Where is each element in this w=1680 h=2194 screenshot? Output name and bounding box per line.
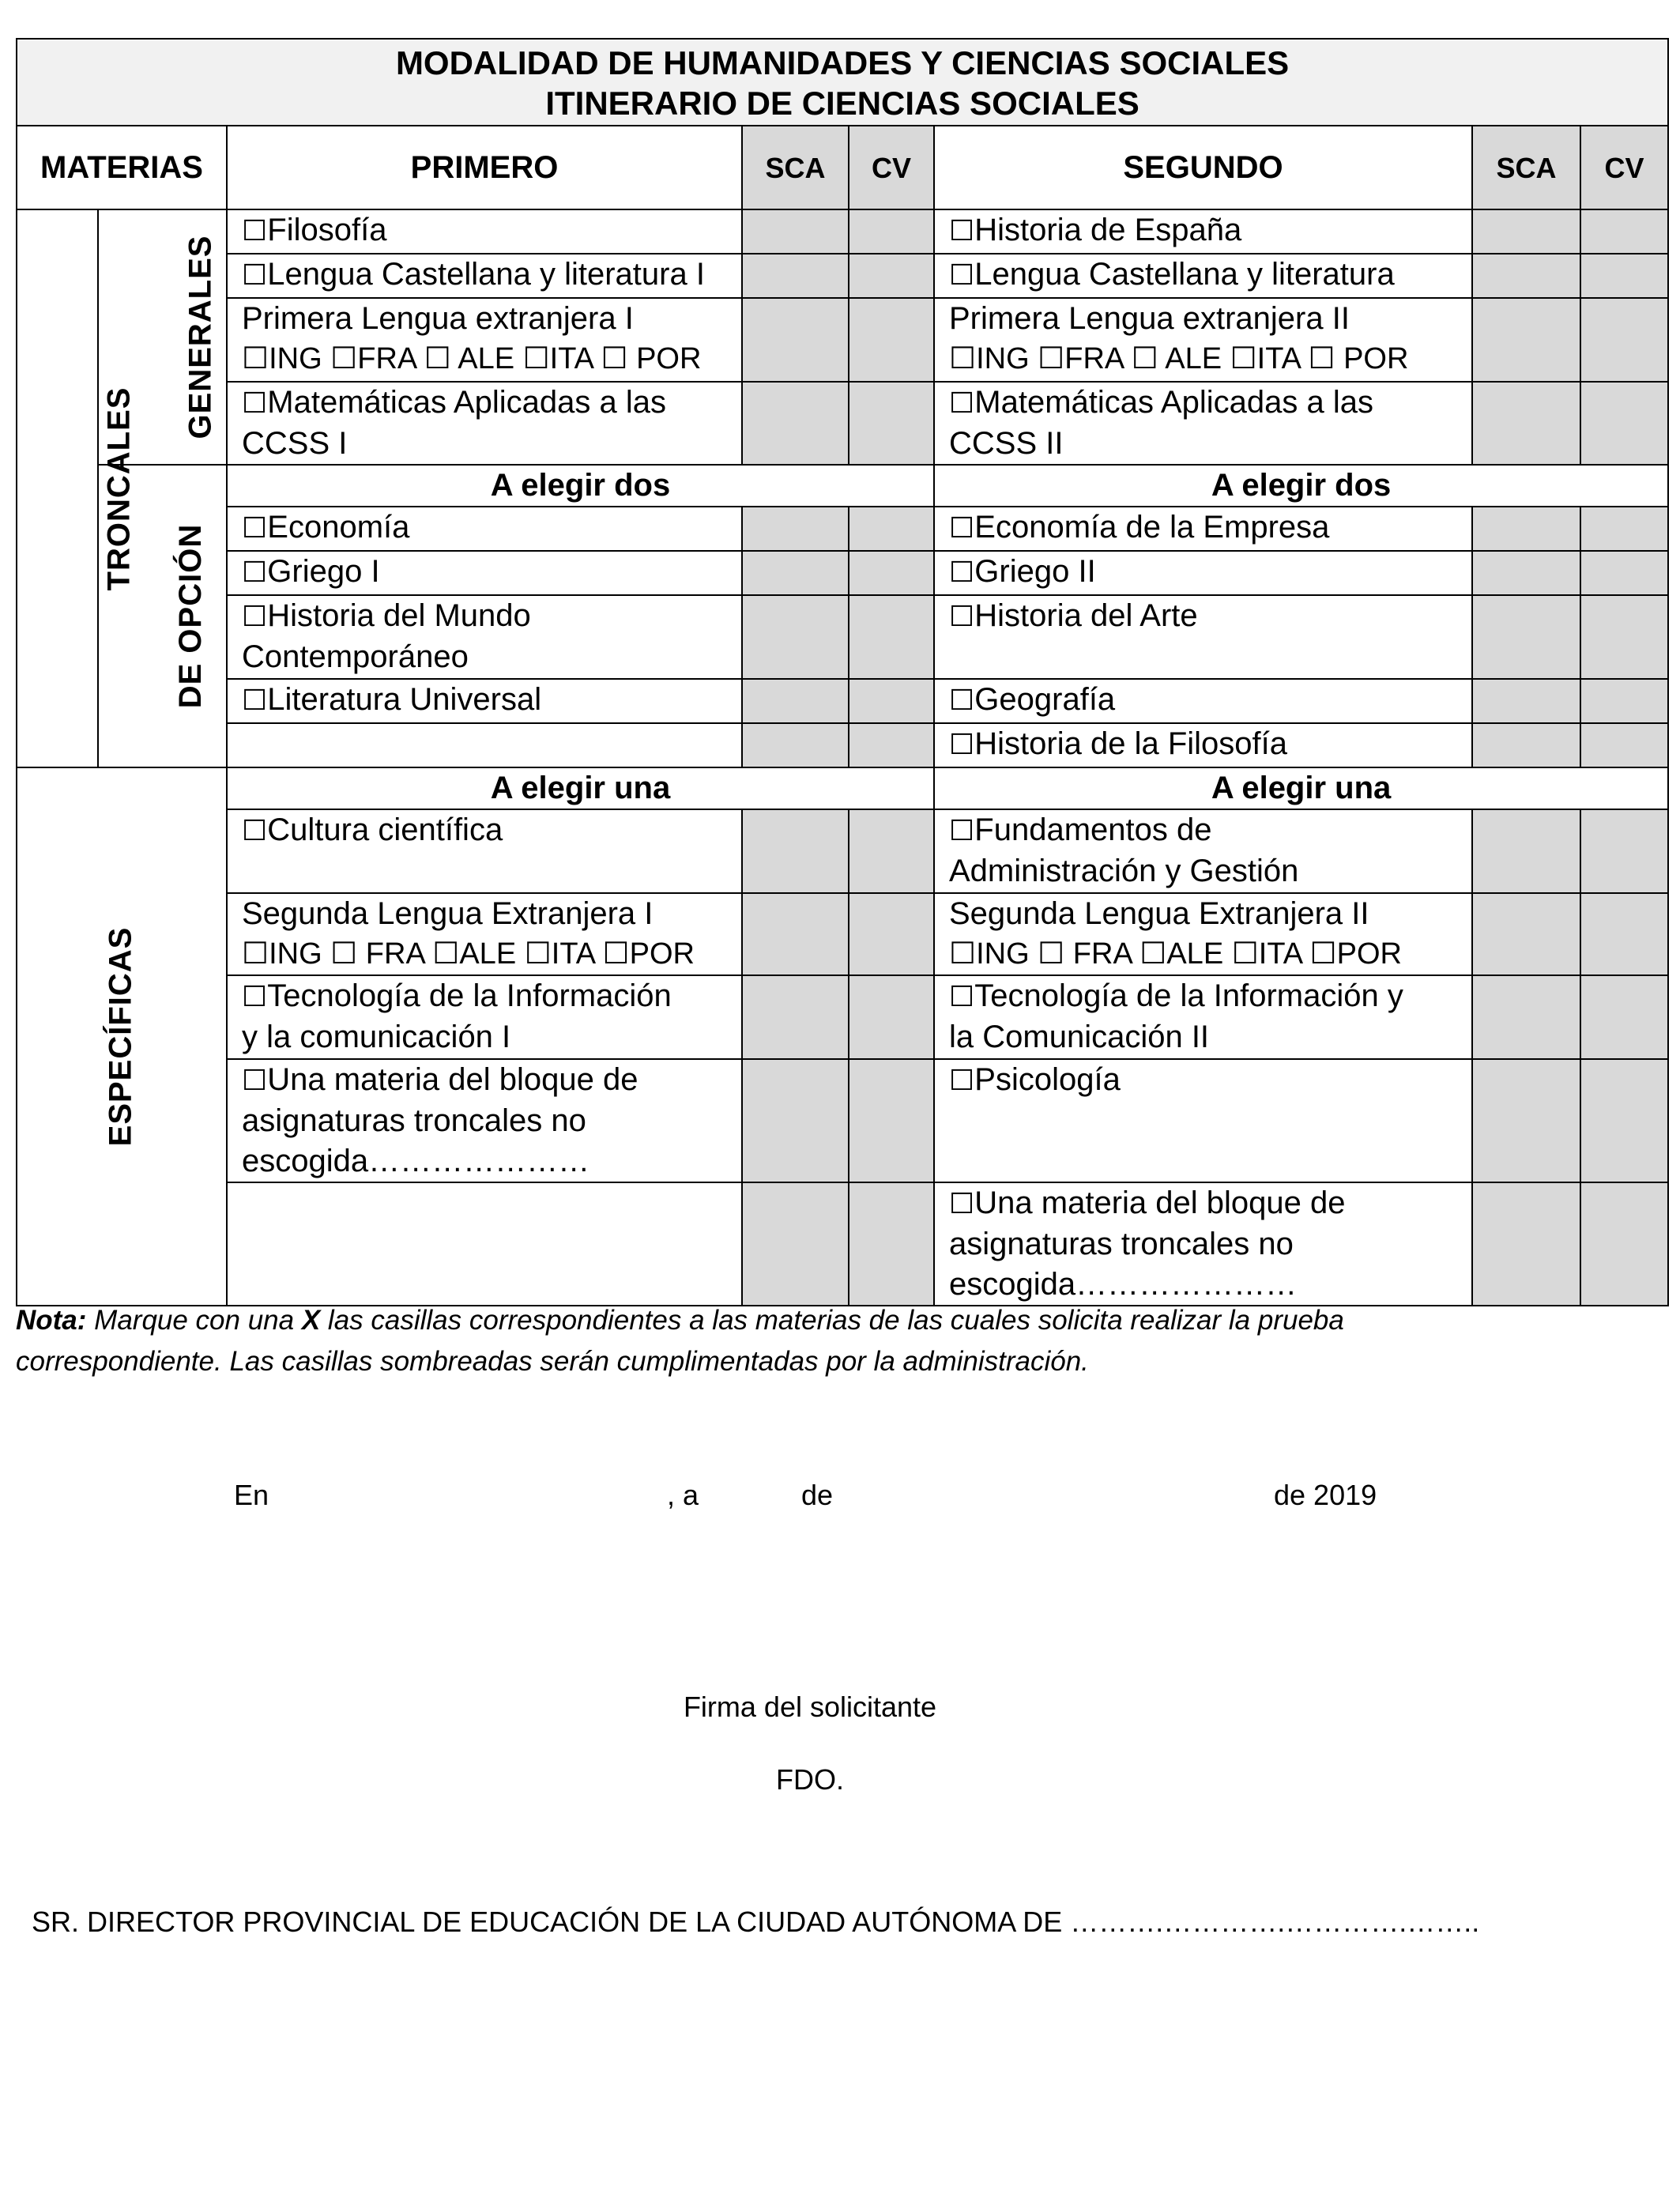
cv-cell bbox=[849, 1059, 934, 1182]
recipient-line: SR. DIRECTOR PROVINCIAL DE EDUCACIÓN DE LA CIUDAD AUTÓNOMA DE ……….………….………….…….. bbox=[32, 1906, 1480, 1938]
sca-cell bbox=[742, 254, 849, 298]
sca-cell bbox=[1472, 893, 1580, 975]
checkbox-icon[interactable]: ☐ bbox=[949, 1065, 975, 1097]
note-paragraph: Nota: Marque con una X las casillas correspondientes a las materias de las cuales solicita realizar la prueba correspondiente. Las casillas sombreadas serán cumplimentadas por la administración. bbox=[16, 1305, 1344, 1377]
subject-fundamentos-administracion[interactable]: ☐Fundamentos de Administración y Gestión bbox=[934, 809, 1472, 893]
cv-cell bbox=[849, 975, 934, 1059]
sca-cell bbox=[1472, 254, 1580, 298]
cv-cell bbox=[1580, 893, 1668, 975]
choose-one-label-1: A elegir una bbox=[227, 767, 934, 809]
label-de: de bbox=[801, 1479, 834, 1511]
group-troncales: TRONCALES bbox=[17, 209, 98, 767]
subject-lengua-2[interactable]: ☐Lengua Castellana y literatura bbox=[934, 254, 1472, 298]
col-sca-1: SCA bbox=[742, 126, 849, 209]
cv-cell bbox=[1580, 723, 1668, 767]
subject-psicologia[interactable]: ☐Psicología bbox=[934, 1059, 1472, 1182]
checkbox-icon[interactable]: ☐ bbox=[949, 556, 975, 589]
sca-cell bbox=[1472, 975, 1580, 1059]
subject-lengua-1[interactable]: ☐Lengua Castellana y literatura I bbox=[227, 254, 742, 298]
cv-cell bbox=[1580, 551, 1668, 595]
subject-historia-mundo[interactable]: ☐Historia del Mundo Contemporáneo bbox=[227, 595, 742, 679]
cv-cell bbox=[1580, 975, 1668, 1059]
cv-cell bbox=[849, 679, 934, 723]
checkbox-icon[interactable]: ☐ bbox=[949, 981, 975, 1013]
sca-cell bbox=[742, 679, 849, 723]
checkbox-icon[interactable]: ☐ bbox=[949, 601, 975, 633]
checkbox-icon[interactable]: ☐ bbox=[949, 729, 975, 761]
col-sca-2: SCA bbox=[1472, 126, 1580, 209]
cv-cell bbox=[849, 507, 934, 551]
subject-materia-troncal-2[interactable]: ☐Una materia del bloque de asignaturas troncales no escogida………………… bbox=[934, 1182, 1472, 1306]
sca-cell bbox=[1472, 723, 1580, 767]
cv-cell bbox=[1580, 298, 1668, 382]
checkbox-icon[interactable]: ☐ bbox=[242, 1065, 268, 1097]
subject-filosofia[interactable]: ☐Filosofía bbox=[227, 209, 742, 254]
title-itinerario: ITINERARIO DE CIENCIAS SOCIALES bbox=[545, 85, 1139, 122]
subject-primera-lengua-1[interactable]: Primera Lengua extranjera I ☐ING ☐FRA ☐ ALE ☐ITA ☐ POR bbox=[227, 298, 742, 382]
group-especificas: ESPECÍFICAS bbox=[17, 767, 227, 1306]
checkbox-icon[interactable]: ☐ bbox=[242, 215, 268, 247]
subject-tic-2[interactable]: ☐Tecnología de la Información y la Comunicación II bbox=[934, 975, 1472, 1059]
checkbox-icon[interactable]: ☐ bbox=[242, 815, 268, 847]
note-label: Nota: bbox=[16, 1305, 87, 1336]
sca-cell bbox=[742, 809, 849, 893]
subject-primera-lengua-2[interactable]: Primera Lengua extranjera II ☐ING ☐FRA ☐ ALE ☐ITA ☐ POR bbox=[934, 298, 1472, 382]
cv-cell bbox=[849, 595, 934, 679]
sca-cell bbox=[1472, 1182, 1580, 1306]
cv-cell bbox=[849, 723, 934, 767]
title-modalidad: MODALIDAD DE HUMANIDADES Y CIENCIAS SOCIALES bbox=[395, 44, 1290, 81]
checkbox-icon[interactable]: ☐ bbox=[242, 512, 268, 545]
subject-matematicas-2[interactable]: ☐Matemáticas Aplicadas a las CCSS II bbox=[934, 382, 1472, 465]
checkbox-icon[interactable]: ☐ bbox=[949, 259, 975, 292]
sca-cell bbox=[742, 507, 849, 551]
sca-cell bbox=[742, 209, 849, 254]
sca-cell bbox=[742, 382, 849, 465]
label-de-2019: de 2019 bbox=[1274, 1479, 1377, 1511]
subject-literatura-universal[interactable]: ☐Literatura Universal bbox=[227, 679, 742, 723]
language-options[interactable]: ☐ING ☐ FRA ☐ALE ☐ITA ☐POR bbox=[949, 937, 1402, 971]
subject-segunda-lengua-2[interactable]: Segunda Lengua Extranjera II ☐ING ☐ FRA ☐ALE ☐ITA ☐POR bbox=[934, 893, 1472, 975]
language-options[interactable]: ☐ING ☐FRA ☐ ALE ☐ITA ☐ POR bbox=[949, 342, 1409, 375]
col-segundo: SEGUNDO bbox=[934, 126, 1472, 209]
col-cv-2: CV bbox=[1580, 126, 1668, 209]
checkbox-icon[interactable]: ☐ bbox=[949, 815, 975, 847]
checkbox-icon[interactable]: ☐ bbox=[242, 601, 268, 633]
sca-cell bbox=[1472, 679, 1580, 723]
checkbox-icon[interactable]: ☐ bbox=[949, 387, 975, 420]
cv-cell bbox=[849, 298, 934, 382]
group-de-opcion: DE OPCIÓN bbox=[98, 465, 227, 767]
empty-cell bbox=[227, 1182, 742, 1306]
sca-cell bbox=[1472, 551, 1580, 595]
form-title bbox=[17, 39, 1668, 126]
checkbox-icon[interactable]: ☐ bbox=[949, 1188, 975, 1220]
sca-cell bbox=[742, 595, 849, 679]
subject-materia-troncal-1[interactable]: ☐Una materia del bloque de asignaturas troncales no escogida………………… bbox=[227, 1059, 742, 1182]
sca-cell bbox=[742, 723, 849, 767]
cv-cell bbox=[849, 809, 934, 893]
cv-cell bbox=[849, 382, 934, 465]
sca-cell bbox=[742, 893, 849, 975]
sca-cell bbox=[742, 975, 849, 1059]
choose-two-label-2: A elegir dos bbox=[934, 465, 1668, 507]
note-x: X bbox=[301, 1305, 321, 1336]
sca-cell bbox=[1472, 507, 1580, 551]
subject-segunda-lengua-1[interactable]: Segunda Lengua Extranjera I ☐ING ☐ FRA ☐ALE ☐ITA ☐POR bbox=[227, 893, 742, 975]
cv-cell bbox=[1580, 1059, 1668, 1182]
empty-cell bbox=[227, 723, 742, 767]
col-materias: MATERIAS bbox=[17, 126, 227, 209]
subjects-table bbox=[16, 38, 1669, 1306]
col-primero: PRIMERO bbox=[227, 126, 742, 209]
language-options[interactable]: ☐ING ☐ FRA ☐ALE ☐ITA ☐POR bbox=[242, 937, 695, 971]
subject-historia-espana[interactable]: ☐Historia de España bbox=[934, 209, 1472, 254]
sca-cell bbox=[1472, 298, 1580, 382]
checkbox-icon[interactable]: ☐ bbox=[949, 215, 975, 247]
cv-cell bbox=[849, 1182, 934, 1306]
fdo-label: FDO. bbox=[776, 1763, 844, 1796]
subject-griego-2[interactable]: ☐Griego II bbox=[934, 551, 1472, 595]
checkbox-icon[interactable]: ☐ bbox=[949, 512, 975, 545]
cv-cell bbox=[1580, 1182, 1668, 1306]
subject-tic-1[interactable]: ☐Tecnología de la Información y la comunicación I bbox=[227, 975, 742, 1059]
sca-cell bbox=[1472, 209, 1580, 254]
cv-cell bbox=[1580, 679, 1668, 723]
cv-cell bbox=[1580, 382, 1668, 465]
sca-cell bbox=[742, 1059, 849, 1182]
label-en: En bbox=[234, 1479, 269, 1511]
subject-economia[interactable]: ☐Economía bbox=[227, 507, 742, 551]
subject-economia-empresa[interactable]: ☐Economía de la Empresa bbox=[934, 507, 1472, 551]
language-options[interactable]: ☐ING ☐FRA ☐ ALE ☐ITA ☐ POR bbox=[242, 342, 702, 375]
checkbox-icon[interactable]: ☐ bbox=[242, 387, 268, 420]
checkbox-icon[interactable]: ☐ bbox=[242, 556, 268, 589]
label-a: , a bbox=[667, 1479, 699, 1511]
checkbox-icon[interactable]: ☐ bbox=[242, 259, 268, 292]
subject-cultura-cientifica[interactable]: ☐Cultura científica bbox=[227, 809, 742, 893]
group-generales: GENERALES bbox=[98, 209, 227, 465]
sca-cell bbox=[1472, 809, 1580, 893]
subject-geografia[interactable]: ☐Geografía bbox=[934, 679, 1472, 723]
cv-cell bbox=[849, 893, 934, 975]
subject-griego-1[interactable]: ☐Griego I bbox=[227, 551, 742, 595]
cv-cell bbox=[849, 551, 934, 595]
choose-two-label-1: A elegir dos bbox=[227, 465, 934, 507]
sca-cell bbox=[742, 1182, 849, 1306]
checkbox-icon[interactable]: ☐ bbox=[242, 981, 268, 1013]
sca-cell bbox=[742, 298, 849, 382]
signature-label: Firma del solicitante bbox=[683, 1691, 937, 1723]
choose-one-label-2: A elegir una bbox=[934, 767, 1668, 809]
cv-cell bbox=[1580, 507, 1668, 551]
subject-historia-filosofia[interactable]: ☐Historia de la Filosofía bbox=[934, 723, 1472, 767]
checkbox-icon[interactable]: ☐ bbox=[242, 684, 268, 717]
cv-cell bbox=[849, 209, 934, 254]
cv-cell bbox=[1580, 809, 1668, 893]
cv-cell bbox=[1580, 209, 1668, 254]
checkbox-icon[interactable]: ☐ bbox=[949, 684, 975, 717]
sca-cell bbox=[1472, 595, 1580, 679]
sca-cell bbox=[1472, 382, 1580, 465]
subject-matematicas-1[interactable]: ☐Matemáticas Aplicadas a las CCSS I bbox=[227, 382, 742, 465]
cv-cell bbox=[1580, 595, 1668, 679]
sca-cell bbox=[742, 551, 849, 595]
col-cv-1: CV bbox=[849, 126, 934, 209]
cv-cell bbox=[849, 254, 934, 298]
cv-cell bbox=[1580, 254, 1668, 298]
sca-cell bbox=[1472, 1059, 1580, 1182]
subject-historia-arte[interactable]: ☐Historia del Arte bbox=[934, 595, 1472, 679]
